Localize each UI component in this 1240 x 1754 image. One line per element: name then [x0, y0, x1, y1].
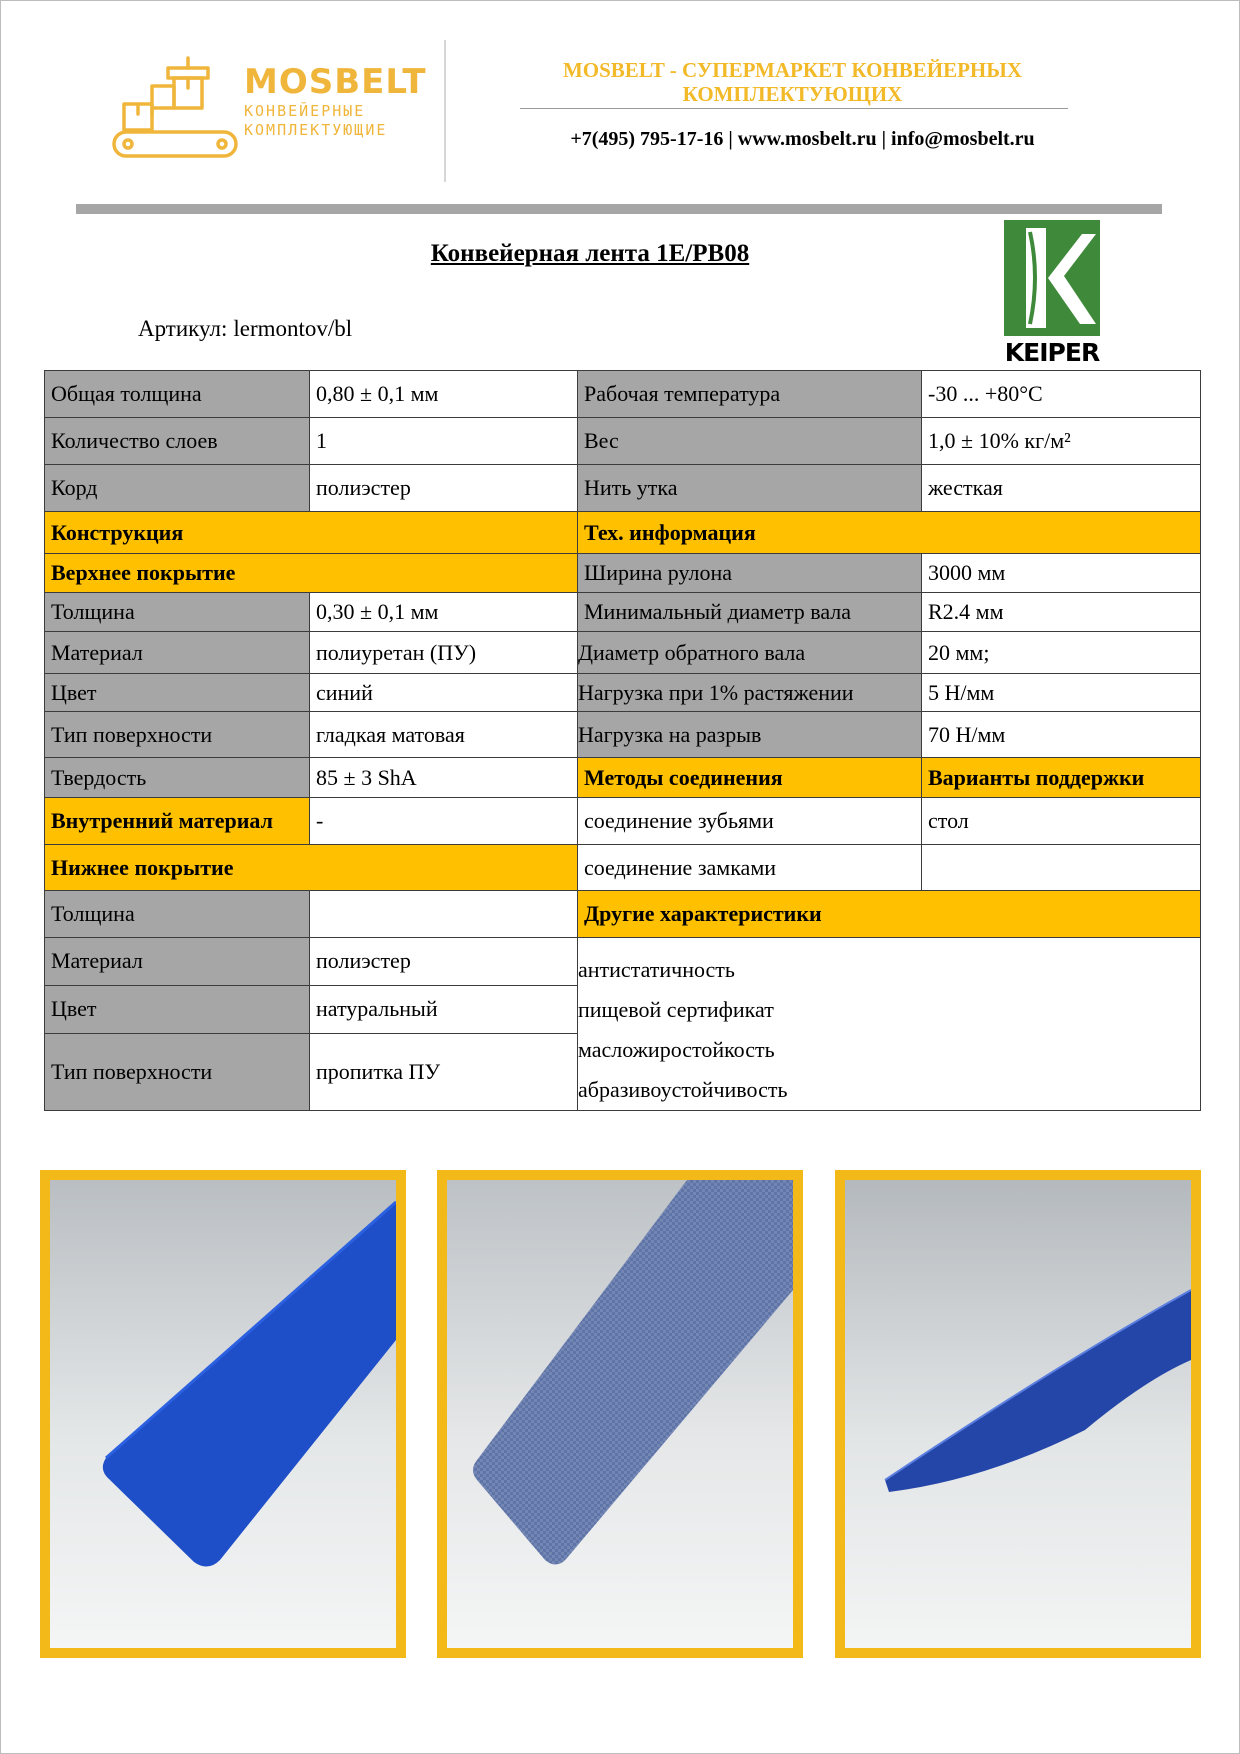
- photo-frame-top-surface: [40, 1170, 406, 1658]
- other-characteristics-list: [578, 938, 1201, 1111]
- company-title-line1: MOSBELT - СУПЕРМАРКЕТ КОНВЕЙЕРНЫХ: [562, 58, 1023, 82]
- spec-value: полиэстер: [310, 938, 578, 986]
- spec-label: Тип поверхности: [45, 1034, 310, 1111]
- support-option: [922, 845, 1201, 891]
- photo-frame-edge-profile: [835, 1170, 1201, 1658]
- mosbelt-logo-text: [244, 62, 427, 140]
- article-line: [138, 316, 352, 342]
- spec-label: Минимальный диаметр вала: [578, 593, 922, 632]
- spec-value: полиуретан (ПУ): [310, 632, 578, 674]
- section-heading-support: Варианты поддержки: [922, 758, 1201, 798]
- logo-subtitle-line2: КОМПЛЕКТУЮЩИЕ: [244, 121, 388, 139]
- table-row: [45, 674, 1201, 712]
- company-title: [520, 58, 1065, 106]
- header-divider: [444, 40, 446, 182]
- table-row: [45, 798, 1201, 845]
- table-row: [45, 712, 1201, 758]
- belt-photo-edge: [845, 1180, 1191, 1648]
- spec-value: пропитка ПУ: [310, 1034, 578, 1111]
- table-row: [45, 891, 1201, 938]
- logo-subtitle-line1: КОНВЕЙЕРНЫЕ: [244, 102, 366, 120]
- company-title-line2: КОМПЛЕКТУЮЩИХ: [682, 82, 903, 106]
- spec-label: Толщина: [45, 891, 310, 938]
- section-heading-bottom-cover: Нижнее покрытие: [45, 845, 578, 891]
- spec-value: 20 мм;: [922, 632, 1201, 674]
- spec-value: 85 ± 3 ShA: [310, 758, 578, 798]
- list-item: абразивоустойчивость: [578, 1077, 788, 1102]
- spec-value: 70 Н/мм: [922, 712, 1201, 758]
- spec-value: -: [310, 798, 578, 845]
- spec-label: Тип поверхности: [45, 712, 310, 758]
- document-title: Конвейерная лента 1E/PB08: [430, 240, 750, 267]
- list-item: антистатичность: [578, 957, 735, 982]
- spec-label: Нить утка: [578, 465, 922, 512]
- spec-value: жесткая: [922, 465, 1201, 512]
- spec-value: 0,80 ± 0,1 мм: [310, 371, 578, 418]
- keiper-logo: [1004, 220, 1100, 368]
- spec-label: Диаметр обратного вала: [578, 632, 922, 674]
- mosbelt-conveyor-logo-icon: [112, 56, 242, 166]
- keiper-name: KEIPER: [1004, 338, 1100, 367]
- support-option: стол: [922, 798, 1201, 845]
- spec-value: 3000 мм: [922, 554, 1201, 593]
- company-contacts[interactable]: +7(495) 795-17-16 | www.mosbelt.ru | info@mosbelt.ru: [570, 128, 1035, 150]
- spec-label: Толщина: [45, 593, 310, 632]
- belt-photo-top: [50, 1180, 396, 1648]
- spec-label: Общая толщина: [45, 371, 310, 418]
- spec-value: 0,30 ± 0,1 мм: [310, 593, 578, 632]
- spec-label: Цвет: [45, 985, 310, 1034]
- spec-label: Количество слоев: [45, 418, 310, 465]
- table-row: [45, 465, 1201, 512]
- joining-method: соединение замками: [578, 845, 922, 891]
- spec-value: гладкая матовая: [310, 712, 578, 758]
- table-row: [45, 418, 1201, 465]
- section-heading-top-cover: Верхнее покрытие: [45, 554, 578, 593]
- spec-value: 1,0 ± 10% кг/м²: [922, 418, 1201, 465]
- keiper-k-icon: [1004, 220, 1100, 336]
- belt-photo-bottom: [447, 1180, 793, 1648]
- section-heading-joining: Методы соединения: [578, 758, 922, 798]
- spec-value: 5 Н/мм: [922, 674, 1201, 712]
- spec-label: Корд: [45, 465, 310, 512]
- spec-label: Материал: [45, 938, 310, 986]
- section-heading-construction: Конструкция: [45, 512, 578, 554]
- spec-label: Ширина рулона: [578, 554, 922, 593]
- joining-method: соединение зубьями: [578, 798, 922, 845]
- list-item: пищевой сертификат: [578, 997, 774, 1022]
- article-value: lermontov/bl: [233, 316, 353, 341]
- article-label: Артикул:: [138, 316, 228, 341]
- spec-label: Рабочая температура: [578, 371, 922, 418]
- spec-value: R2.4 мм: [922, 593, 1201, 632]
- spec-label: Нагрузка на разрыв: [578, 712, 922, 758]
- table-row: [45, 593, 1201, 632]
- table-row: [45, 554, 1201, 593]
- list-item: масложиростойкость: [578, 1037, 775, 1062]
- spec-label: Цвет: [45, 674, 310, 712]
- spec-value: синий: [310, 674, 578, 712]
- table-row: [45, 845, 1201, 891]
- spec-label: Материал: [45, 632, 310, 674]
- table-row: [45, 371, 1201, 418]
- logo-brand: MOSBELT: [244, 62, 427, 102]
- spec-label: Нагрузка при 1% растяжении: [578, 674, 922, 712]
- spec-label: Вес: [578, 418, 922, 465]
- section-heading-other: Другие характеристики: [578, 891, 1201, 938]
- spec-value: 1: [310, 418, 578, 465]
- table-row: [45, 938, 1201, 986]
- section-heading-inner-material: Внутренний материал: [45, 798, 310, 845]
- photo-frame-bottom-surface: [437, 1170, 803, 1658]
- header-separator-bar: [76, 204, 1162, 214]
- section-heading-tech-info: Тех. информация: [578, 512, 1201, 554]
- spec-value: [310, 891, 578, 938]
- spec-table: [44, 370, 1201, 1111]
- spec-value: полиэстер: [310, 465, 578, 512]
- table-row: [45, 632, 1201, 674]
- spec-value: -30 ... +80°C: [922, 371, 1201, 418]
- spec-label: Твердость: [45, 758, 310, 798]
- spec-value: натуральный: [310, 985, 578, 1034]
- table-row: [45, 512, 1201, 554]
- company-title-underline: [520, 108, 1068, 109]
- table-row: [45, 758, 1201, 798]
